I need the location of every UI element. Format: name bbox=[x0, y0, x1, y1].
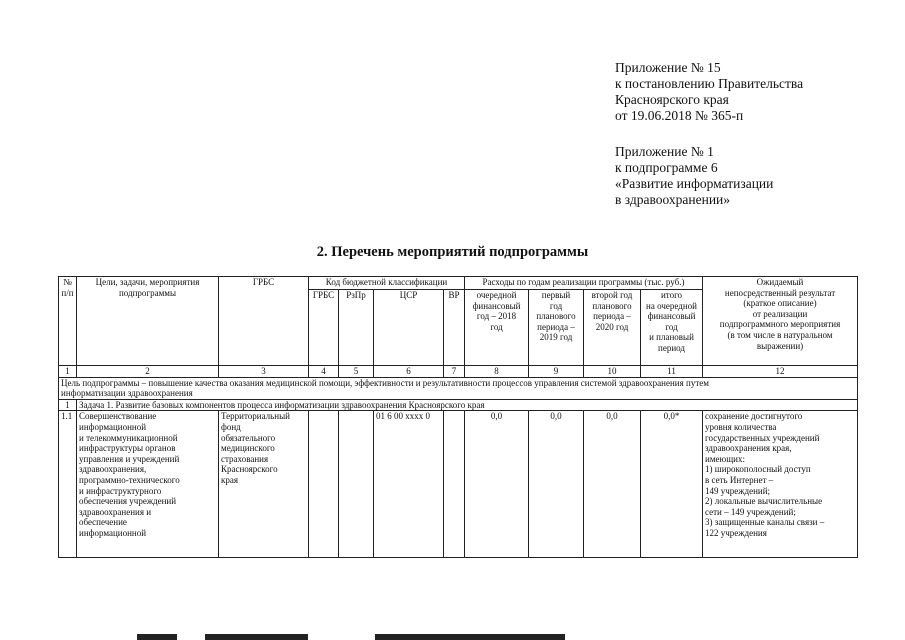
header-text: второй год bbox=[591, 290, 633, 300]
row-activity bbox=[77, 411, 219, 558]
goal-text: информатизации здравоохранения bbox=[61, 388, 193, 399]
cell-line: программно-технического bbox=[79, 474, 180, 485]
cell-line: 149 учреждений; bbox=[705, 485, 771, 496]
cell-line: 3) защищенные каналы связи – bbox=[705, 517, 825, 528]
header-expenses: Расходы по годам реализации программы (тыс. руб.) bbox=[465, 277, 703, 290]
row-grbs-code bbox=[309, 411, 339, 558]
header-year-2019 bbox=[529, 290, 584, 366]
row-total: 0,0* bbox=[641, 411, 703, 558]
goal-row bbox=[59, 377, 858, 399]
header-text: 2020 год bbox=[595, 321, 629, 332]
header-text: год bbox=[490, 321, 503, 332]
scan-bar bbox=[375, 634, 565, 640]
column-number: 8 bbox=[465, 366, 529, 378]
cell-line: 1) широкополосный доступ bbox=[705, 464, 811, 475]
cell-line: медицинского bbox=[221, 443, 275, 454]
cell-line: Территориальный bbox=[221, 411, 290, 422]
column-number: 11 bbox=[641, 366, 703, 378]
appendix-15-line: Красноярского края bbox=[615, 92, 729, 107]
header-text: первый bbox=[541, 290, 571, 300]
header-text: год bbox=[665, 321, 678, 332]
header-text: Цели, задачи, мероприятия bbox=[95, 277, 200, 287]
cell-line: имеющих: bbox=[705, 453, 745, 464]
row-rzpr bbox=[339, 411, 374, 558]
appendix-1-line: в здравоохранении» bbox=[615, 192, 731, 207]
column-number: 2 bbox=[77, 366, 219, 378]
header-text: периода – bbox=[537, 321, 575, 332]
header-text: год – 2018 bbox=[476, 311, 517, 322]
row-result bbox=[703, 411, 858, 558]
appendix-15-block bbox=[615, 60, 803, 124]
header-text: от реализации bbox=[752, 308, 808, 319]
header-year-2020 bbox=[584, 290, 641, 366]
header-text: период bbox=[658, 342, 685, 353]
column-number: 6 bbox=[374, 366, 444, 378]
cell-line: обеспечение bbox=[79, 517, 127, 528]
task-text: Задача 1. Развитие базовых компонентов процесса информатизации здравоохранения Красноярского края bbox=[77, 399, 858, 411]
scan-artifact-bars bbox=[0, 632, 905, 640]
header-text: 2019 год bbox=[539, 332, 573, 343]
column-number: 1 bbox=[59, 366, 77, 378]
row-grbs bbox=[219, 411, 309, 558]
row-year-2018: 0,0 bbox=[465, 411, 529, 558]
column-number-row bbox=[59, 366, 858, 378]
goal-text: Цель подпрограммы – повышение качества оказания медицинской помощи, эффективности и результативности процессов управления системой здравоохранения путем bbox=[61, 377, 709, 388]
task-num: 1 bbox=[59, 399, 77, 411]
appendix-15-line: Приложение № 15 bbox=[615, 60, 721, 75]
header-text: планового bbox=[536, 311, 576, 322]
header-text: финансовый bbox=[647, 311, 696, 322]
cell-line: сети – 149 учреждений; bbox=[705, 506, 796, 517]
cell-line: сохранение достигнутого bbox=[705, 411, 803, 422]
header-text: планового bbox=[592, 300, 632, 311]
cell-line: Совершенствование bbox=[79, 411, 157, 422]
header-text: непосредственный результат bbox=[724, 287, 836, 298]
cell-line: информационной bbox=[79, 421, 147, 432]
scan-bar bbox=[137, 634, 177, 640]
appendix-1-block bbox=[615, 144, 773, 208]
header-num bbox=[59, 277, 77, 366]
cell-line: обеспечения учреждений bbox=[79, 496, 177, 507]
goal-cell bbox=[59, 377, 858, 399]
appendix-15-line: к постановлению Правительства bbox=[615, 76, 804, 91]
header-text: итого bbox=[660, 290, 683, 300]
appendix-1-line: Приложение № 1 bbox=[615, 144, 714, 159]
header-budget-code: Код бюджетной классификации bbox=[309, 277, 465, 290]
cell-line: и телекоммуникационной bbox=[79, 432, 178, 443]
cell-line: инфраструктуры органов bbox=[79, 443, 176, 454]
column-number: 10 bbox=[584, 366, 641, 378]
appendix-1-line: «Развитие информатизации bbox=[615, 176, 774, 191]
header-text: очередной bbox=[476, 290, 517, 300]
header-result bbox=[703, 277, 858, 366]
scan-bar bbox=[205, 634, 308, 640]
appendix-1-line: к подпрограмме 6 bbox=[615, 160, 718, 175]
header-text: п/п bbox=[61, 287, 74, 298]
cell-line: страхования bbox=[221, 453, 269, 464]
header-text: подпрограммы bbox=[118, 287, 177, 298]
header-grbs: ГРБС bbox=[219, 277, 309, 366]
header-year-2018 bbox=[465, 290, 529, 366]
cell-line: уровня количества bbox=[705, 421, 777, 432]
row-year-2019: 0,0 bbox=[529, 411, 584, 558]
appendix-15-line: от 19.06.2018 № 365-п bbox=[615, 108, 744, 123]
header-goals bbox=[77, 277, 219, 366]
row-csr: 01 6 00 xxxx 0 bbox=[374, 411, 444, 558]
header-text: № bbox=[63, 277, 72, 287]
header-text: и плановый bbox=[649, 332, 694, 343]
column-number: 4 bbox=[309, 366, 339, 378]
cell-line: 2) локальные вычислительные bbox=[705, 496, 823, 507]
header-text: выражении) bbox=[756, 340, 804, 351]
cell-line: края bbox=[221, 474, 239, 485]
column-number: 5 bbox=[339, 366, 374, 378]
header-rzpr: РзПр bbox=[339, 290, 374, 366]
column-number: 7 bbox=[444, 366, 465, 378]
cell-line: управления и учреждений bbox=[79, 453, 180, 464]
cell-line: фонд bbox=[221, 421, 241, 432]
cell-line: государственных учреждений bbox=[705, 432, 820, 443]
header-text: периода – bbox=[593, 311, 631, 322]
cell-line: здравоохранения и bbox=[79, 506, 152, 517]
cell-line: 122 учреждения bbox=[705, 527, 767, 538]
header-text: подпрограммного мероприятия bbox=[719, 319, 841, 330]
header-text: (в том числе в натуральном bbox=[727, 329, 833, 340]
page-title: 2. Перечень мероприятий подпрограммы bbox=[316, 244, 589, 260]
cell-line: Красноярского bbox=[221, 464, 278, 475]
header-csr: ЦСР bbox=[374, 290, 444, 366]
cell-line: информационной bbox=[79, 527, 147, 538]
row-num: 1.1 bbox=[59, 411, 77, 558]
column-number: 3 bbox=[219, 366, 309, 378]
column-number: 12 bbox=[703, 366, 858, 378]
header-text: Ожидаемый bbox=[756, 277, 804, 287]
table-row bbox=[59, 411, 858, 558]
header-grbs-code: ГРБС bbox=[309, 290, 339, 366]
header-text: финансовый bbox=[472, 300, 521, 311]
header-text: год bbox=[549, 300, 563, 311]
header-text: (краткое описание) bbox=[743, 298, 817, 309]
cell-line: обязательного bbox=[221, 432, 276, 443]
header-total bbox=[641, 290, 703, 366]
task-row bbox=[59, 399, 858, 411]
cell-line: здравоохранения края, bbox=[705, 443, 792, 454]
row-vr bbox=[444, 411, 465, 558]
column-number: 9 bbox=[529, 366, 584, 378]
cell-line: здравоохранения, bbox=[79, 464, 147, 475]
header-text: на очередной bbox=[646, 300, 697, 311]
header-vr: ВР bbox=[444, 290, 465, 366]
activities-table bbox=[58, 276, 858, 558]
cell-line: в сеть Интернет – bbox=[705, 474, 774, 485]
cell-line: и инфраструктурного bbox=[79, 485, 162, 496]
row-year-2020: 0,0 bbox=[584, 411, 641, 558]
